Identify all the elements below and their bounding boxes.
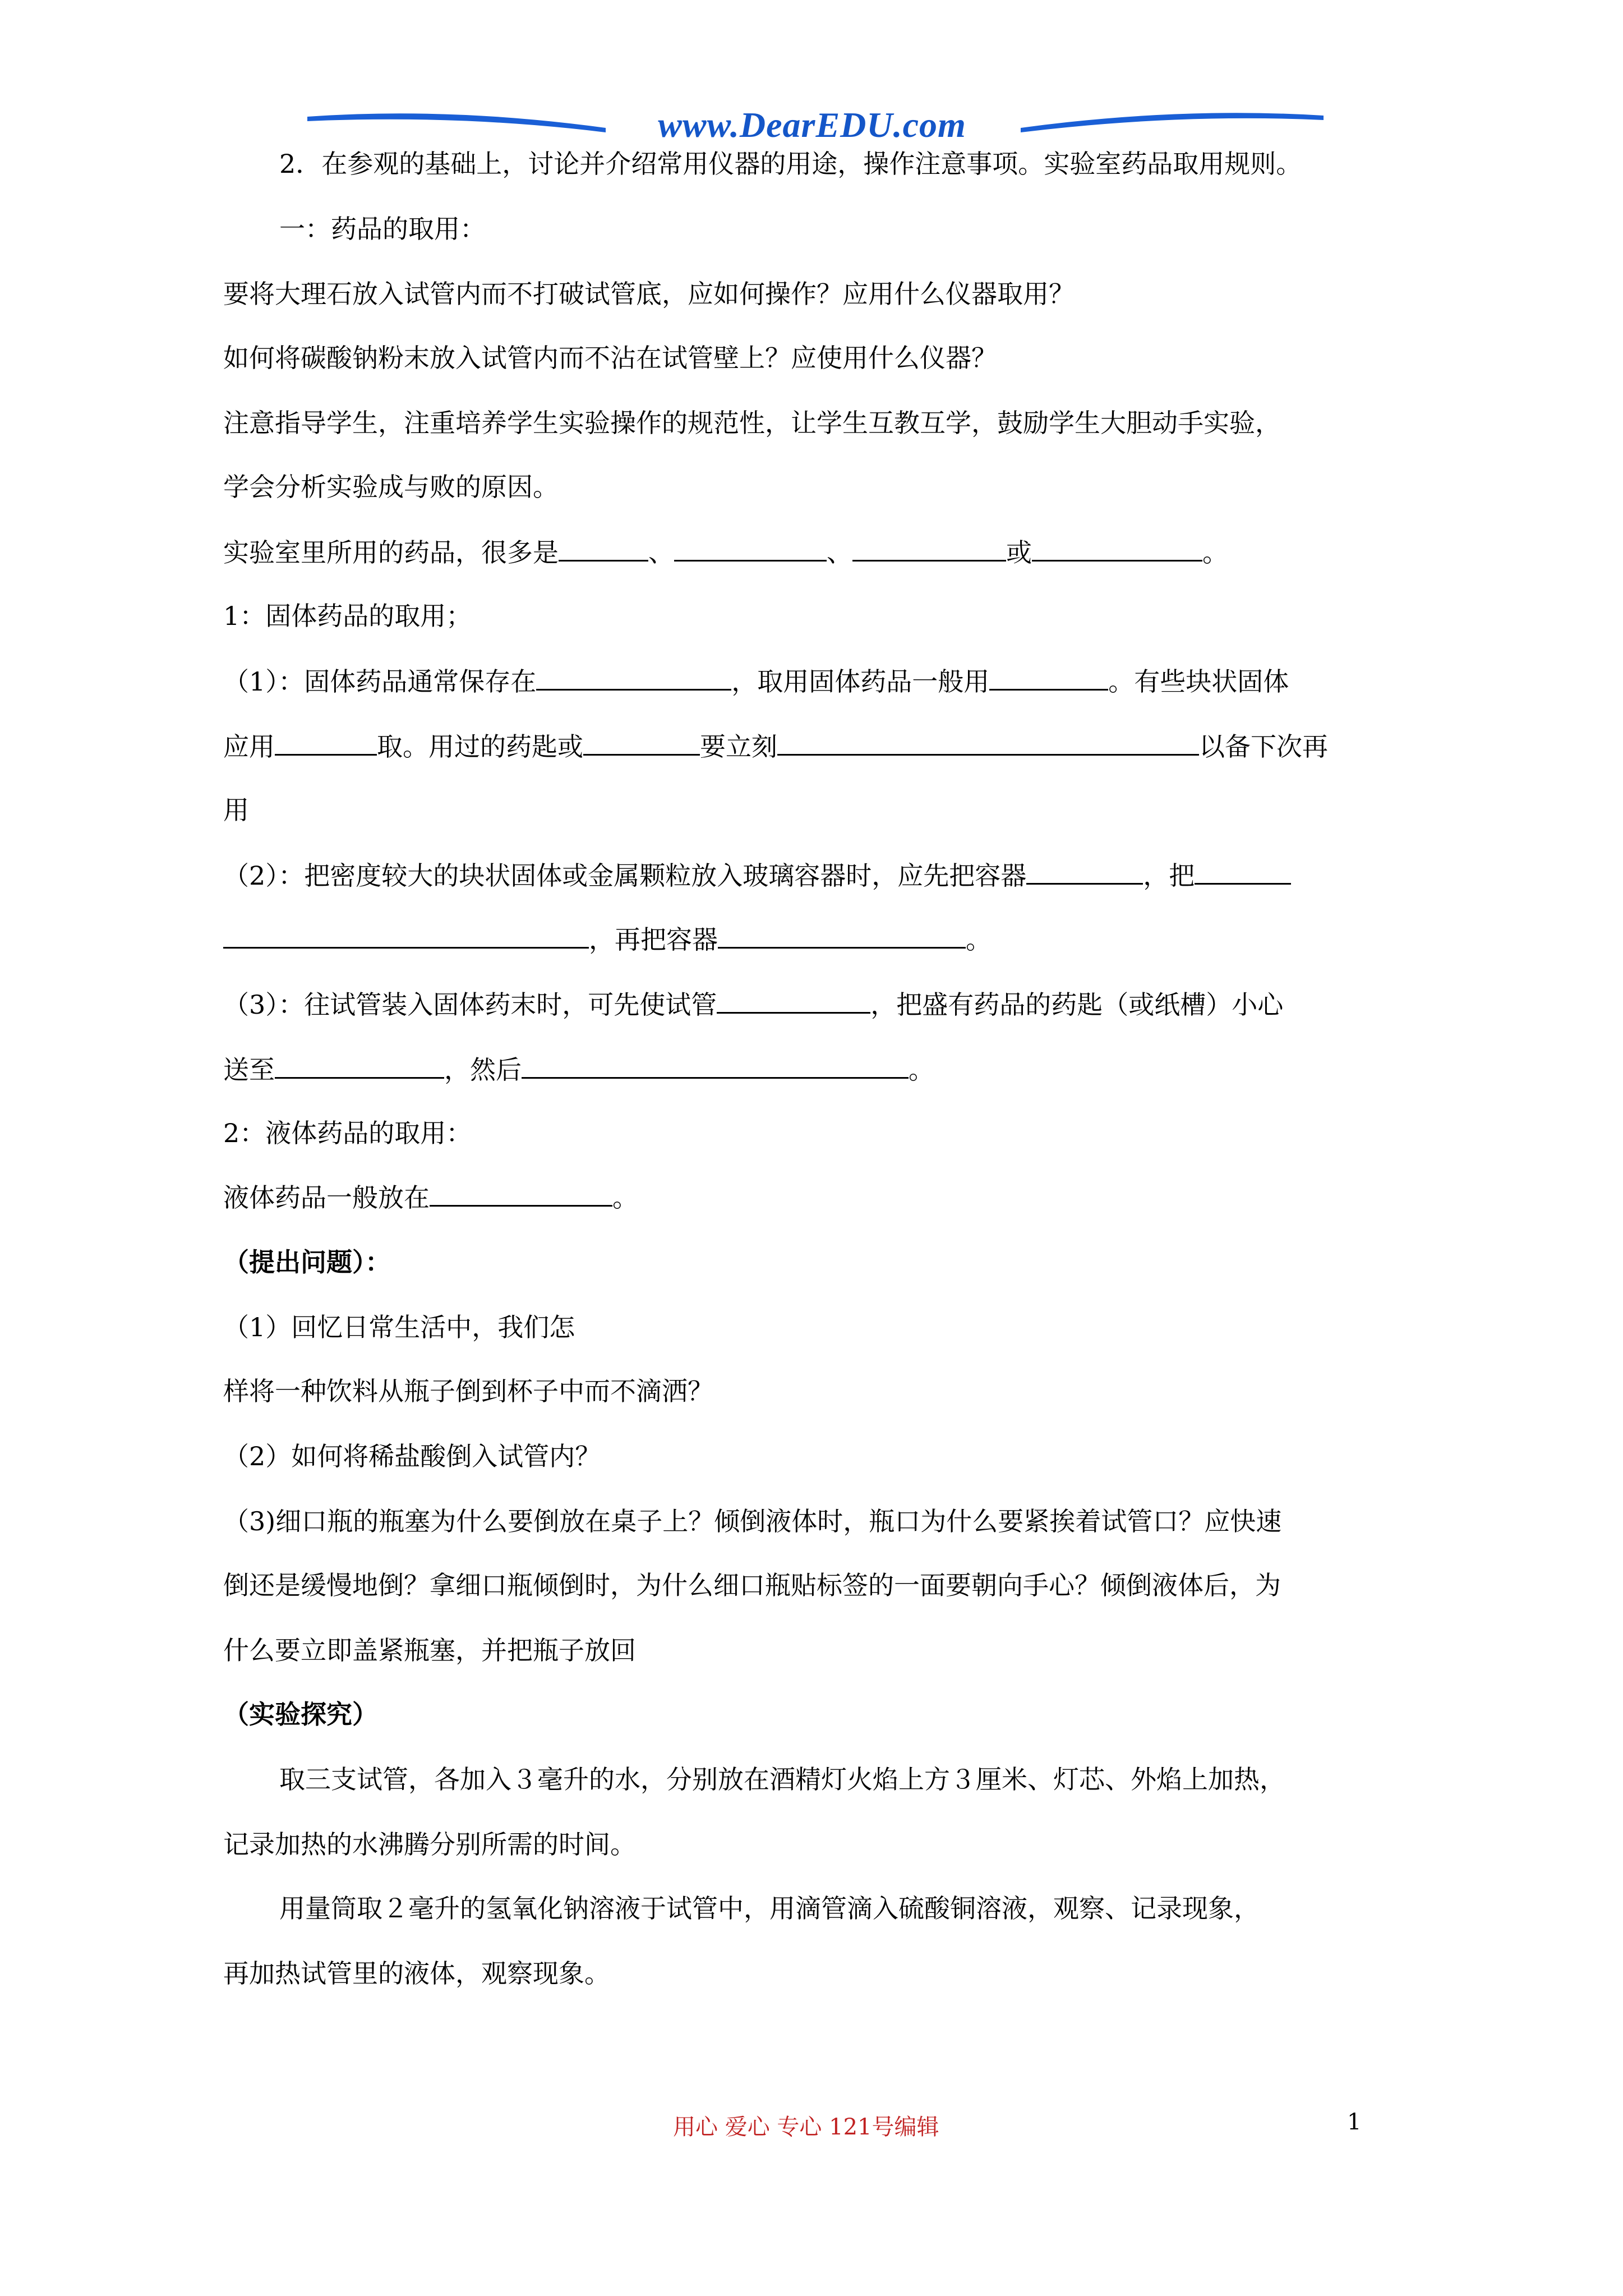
text-line: 用 [223, 795, 249, 825]
blank[interactable] [1195, 858, 1291, 885]
blank[interactable] [717, 987, 870, 1014]
blank[interactable] [559, 535, 648, 562]
text-line: 学会分析实验成与败的原因。 [223, 472, 559, 502]
blank[interactable] [777, 729, 1199, 756]
blank[interactable] [1026, 858, 1143, 885]
blank[interactable] [275, 729, 377, 756]
blank[interactable] [674, 535, 827, 562]
fill-blank-line: （1）：固体药品通常保存在 ，取用固体药品一般用 。有些块状固体 [223, 664, 1289, 698]
text-line: 注意指导学生，注重培养学生实验操作的规范性，让学生互教互学，鼓励学生大胆动手实验， [223, 408, 1281, 438]
section-heading: （实验探究） [223, 1699, 378, 1729]
fill-blank-line: ，再把容器 。 [223, 922, 992, 956]
text-line: 如何将碳酸钠粉末放入试管内而不沾在试管壁上？应使用什么仪器？ [223, 343, 997, 373]
text-line: 记录加热的水沸腾分别所需的时间。 [223, 1829, 636, 1860]
section-heading: 一：药品的取用： [279, 214, 486, 244]
blank[interactable] [1032, 535, 1202, 562]
text-line: 倒还是缓慢地倒？拿细口瓶倾倒时，为什么细口瓶贴标签的一面要朝向手心？倾倒液体后，为 [223, 1570, 1281, 1600]
page-number: 1 [1347, 2109, 1362, 2135]
blank[interactable] [718, 922, 966, 949]
text-line: （1）回忆日常生活中，我们怎 [223, 1312, 575, 1342]
text-line: 用量筒取２毫升的氢氧化钠溶液于试管中，用滴管滴入硫酸铜溶液，观察、记录现象， [279, 1893, 1260, 1924]
subsection-heading: 2：液体药品的取用： [223, 1118, 472, 1148]
blank[interactable] [275, 1052, 444, 1079]
text-line: 2．在参观的基础上，讨论并介绍常用仪器的用途，操作注意事项。实验室药品取用规则。 [279, 149, 1302, 179]
section-heading: （提出问题）： [223, 1247, 391, 1277]
fill-blank-line: （2）：把密度较大的块状固体或金属颗粒放入玻璃容器时，应先把容器 ，把 [223, 858, 1291, 892]
blank[interactable] [223, 922, 589, 949]
text-line: 取三支试管，各加入３毫升的水，分别放在酒精灯火焰上方３厘米、灯芯、外焰上加热， [279, 1764, 1285, 1795]
blank[interactable] [536, 664, 731, 691]
blank[interactable] [852, 535, 1006, 562]
text-line: （2）如何将稀盐酸倒入试管内？ [223, 1441, 601, 1471]
text-line: （3)细口瓶的瓶塞为什么要倒放在桌子上？倾倒液体时，瓶口为什么要紧挨着试管口？应快速 [223, 1506, 1282, 1536]
fill-blank-line: 应用 取。用过的药匙或 要立刻 以备下次再 [223, 729, 1328, 763]
text-line: 样将一种饮料从瓶子倒到杯子中而不滴洒？ [223, 1376, 713, 1406]
footer-slogan: 用心 爱心 专心 121号编辑 [673, 2114, 939, 2140]
text-line: 什么要立即盖紧瓶塞，并把瓶子放回 [223, 1635, 636, 1665]
blank[interactable] [430, 1180, 612, 1207]
fill-blank-line: 送至 ，然后 。 [223, 1052, 934, 1087]
blank[interactable] [583, 729, 700, 756]
blank[interactable] [989, 664, 1108, 691]
site-logo-text[interactable]: www.DearEDU.com [658, 105, 966, 145]
fill-blank-line: 液体药品一般放在 。 [223, 1180, 638, 1214]
fill-blank-line: （3）：往试管装入固体药末时，可先使试管 ，把盛有药品的药匙（或纸槽）小心 [223, 987, 1283, 1022]
page-footer [0, 2109, 1623, 2143]
blank[interactable] [522, 1052, 909, 1079]
subsection-heading: 1：固体药品的取用； [223, 601, 472, 631]
text-line: 要将大理石放入试管内而不打破试管底，应如何操作？应用什么仪器取用？ [223, 279, 1075, 309]
text-line: 再加热试管里的液体，观察现象。 [223, 1958, 610, 1989]
fill-blank-line: 实验室里所用的药品，很多是 、 、 或 。 [223, 535, 1228, 569]
